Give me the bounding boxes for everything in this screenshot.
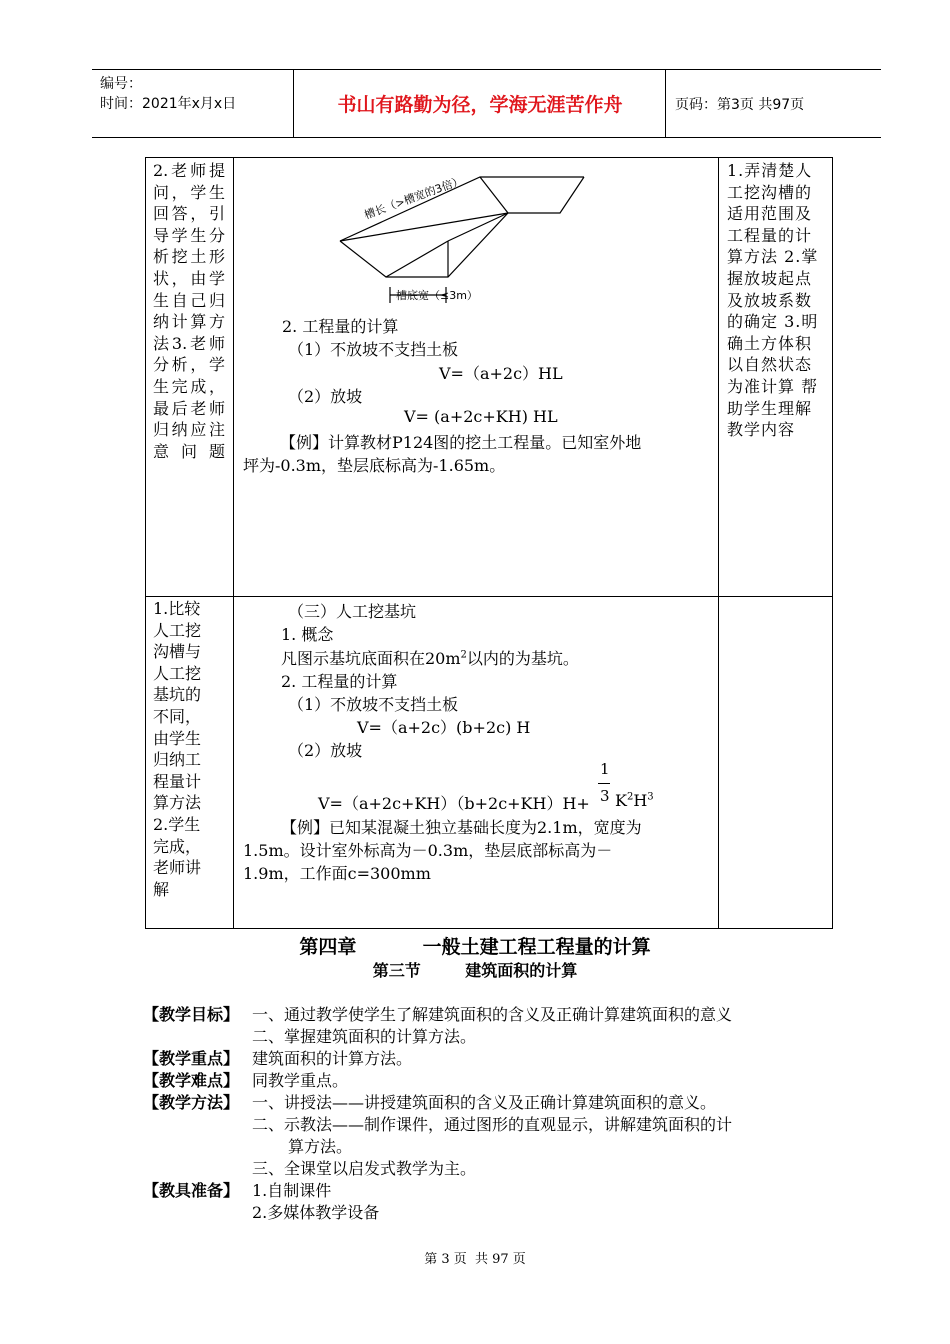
trench-length-label: 槽长（>槽宽的3倍） [362,173,465,222]
row2-left-line: 解 [153,879,170,899]
superscript: 2 [626,791,634,803]
formula-pit-2-tail [615,791,654,810]
row2-left-line: 2.学生 [153,814,201,834]
trench-outline [340,177,584,277]
tool-2: 2.多媒体教学设备 [252,1203,380,1222]
symbol-h: H [633,791,648,810]
symbol-k: K [615,791,627,810]
formula-pit-1: V=（a+2c）(b+2c) H [357,718,531,737]
row2-left-line: 老师讲 [153,858,202,878]
objectives-label: 【教学目标】 [143,1005,240,1024]
row2-left-line: 不同， [153,706,202,726]
row2-left-line: 人工挖 [153,663,202,683]
row2-left-line: 程量计 [153,771,202,791]
row2-teaching-activity [153,598,225,900]
header-number: 编号： [100,76,142,92]
page-footer: 第 3 页 共 97 页 [424,1252,526,1267]
trench-width-label: 槽底宽（≤3m） [396,289,478,302]
methods-label: 【教学方法】 [143,1093,240,1112]
key-point-label: 【教学重点】 [143,1049,240,1068]
trench-slope-line [448,213,508,241]
example-line-2: 坪为-0.3m，垫层底标高为-1.65m。 [243,456,506,475]
row1-objectives: 1.弄清楚人工挖沟槽的适用范围及工程量的计算方法 2.掌握放坡起点及放坡系数的确定 3.明确土方体积以自然状态为准计算 帮助学生理解教学内容 [727,161,819,440]
header-divider [665,70,666,137]
difficulty-label: 【教学难点】 [143,1071,240,1090]
row2-left-line: 基坑的 [153,685,202,705]
calc-heading: 2. 工程量的计算 [282,317,399,336]
row2-left-line: 1.比较 [153,599,201,618]
pit-heading: （三）人工挖基坑 [288,602,417,621]
calc-case-1: （1）不放坡不支挡土板 [288,695,459,714]
row2-left-line: 沟槽与 [153,642,202,662]
trench-diagram [330,157,598,307]
trench-slope-line [386,241,448,277]
superscript: 3 [647,791,654,803]
row2-left-line: 由学生 [153,728,202,748]
chapter-title: 第四章 一般土建工程工程量的计算 [299,936,651,958]
row2-left-line: 归纳工 [153,750,202,770]
method-2: 二、示教法——制作课件，通过图形的直观显示，讲解建筑面积的计 [252,1115,733,1134]
key-point-text: 建筑面积的计算方法。 [252,1049,413,1068]
concept-heading: 1. 概念 [281,625,334,644]
row1-teaching-activity: 2.老师提问，学生回答，引导学生分析挖土形状，由学生自己归纳计算方法3.老师分析，学生完成，最后老师归纳应注意问题 [153,161,225,461]
concept-text-b: 以内的为基坑。 [466,649,579,668]
formula-1: V=（a+2c）HL [439,364,563,383]
formula-pit-2 [318,791,590,814]
method-3: 三、全课堂以启发式教学为主。 [252,1159,477,1178]
table-row-divider [146,596,832,597]
row2-left-line: 人工挖 [153,620,202,640]
header-motto: 书山有路勤为径，学海无涯苦作舟 [337,94,623,116]
objective-2: 二、掌握建筑面积的计算方法。 [252,1027,477,1046]
row2-left-line: 完成， [153,836,202,856]
table-col-divider [718,158,719,928]
example-line-2: 1.5m。设计室外标高为－0.3m，垫层底部标高为－ [243,841,613,860]
trench-slope-line [480,177,508,213]
method-1: 一、讲授法——讲授建筑面积的含义及正确计算建筑面积的意义。 [252,1093,717,1112]
fraction-bar [598,783,610,784]
header-time: 时间：2021年x月x日 [100,96,237,112]
example-line-3: 1.9m，工作面c=300mm [243,864,431,883]
tool-1: 1.自制课件 [252,1181,332,1200]
superscript: 2 [460,649,467,661]
section-title: 第三节 建筑面积的计算 [372,961,578,980]
calc-case-2: （2）放坡 [288,741,363,760]
header-page-info: 页码：第3页 共97页 [675,97,805,113]
fraction-denominator: 3 [600,787,610,805]
formula-2: V= (a+2c+KH) HL [404,407,558,426]
calc-case-2: （2）放坡 [288,387,363,406]
header-meta [100,74,236,114]
calc-heading: 2. 工程量的计算 [281,672,398,691]
tools-label: 【教具准备】 [143,1181,240,1200]
difficulty-text: 同教学重点。 [252,1071,349,1090]
concept-text [281,646,579,669]
fraction-numerator: 1 [600,760,610,778]
example-line-1: 【例】计算教材P124图的挖土工程量。已知室外地 [280,433,642,452]
example-line-1: 【例】已知某混凝土独立基础长度为2.1m，宽度为 [281,818,642,837]
objective-1: 一、通过教学使学生了解建筑面积的含义及正确计算建筑面积的意义 [252,1005,733,1024]
row2-left-line: 算方法 [153,793,202,813]
page-header [92,69,881,138]
calc-case-1: （1）不放坡不支挡土板 [288,340,459,359]
formula-pit-2-main: V=（a+2c+KH）（b+2c+KH）H+ [318,794,590,813]
method-2-cont: 算方法。 [288,1137,353,1156]
table-col-divider [233,158,234,928]
concept-text-a: 凡图示基坑底面积在20m [281,649,461,668]
